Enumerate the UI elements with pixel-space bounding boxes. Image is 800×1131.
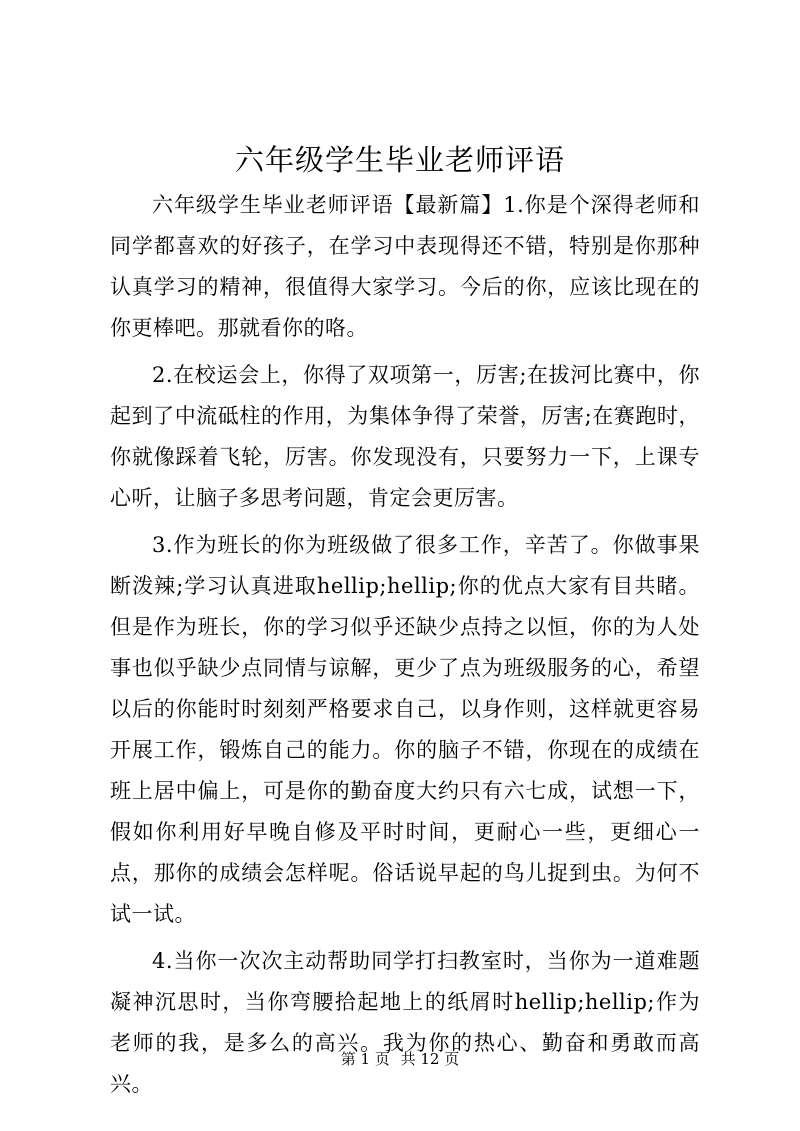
paragraph-1: 六年级学生毕业老师评语【最新篇】1.你是个深得老师和同学都喜欢的好孩子，在学习中表现得还不错，特别是你那种认真学习的精神，很值得大家学习。今后的你，应该比现在的你更棒吧。那就看你的咯。 <box>110 193 700 340</box>
document-body <box>110 185 700 1111</box>
paragraph-4: 4.当你一次次主动帮助同学打扫教室时，当你为一道难题凝神沉思时，当你弯腰拾起地上的纸屑时hellip;hellip;作为老师的我，是多么的高兴。我为你的热心、勤奋和勇敢而高兴。 <box>110 949 700 1096</box>
paragraph-3: 3.作为班长的你为班级做了很多工作，辛苦了。你做事果断泼辣;学习认真进取hellip;hellip;你的优点大家有目共睹。但是作为班长，你的学习似乎还缺少点持之以恒，你的为人处事也似乎缺少点同情与谅解，更少了点为班级服务的心，希望以后的你能时时刻刻严格要求自己，以身作则，这样就更容易开展工作，锻炼自己的能力。你的脑子不错，你现在的成绩在班上居中偏上，可是你的勤奋度大约只有六七成，试想一下，假如你利用好早晚自修及平时时间，更耐心一些，更细心一点，那你的成绩会怎样呢。俗话说早起的鸟儿捉到虫。为何不试一试。 <box>110 533 700 926</box>
document-title: 六年级学生毕业老师评语 <box>234 143 565 177</box>
page-footer <box>0 1048 800 1070</box>
page-total: 共 12 页 <box>400 1050 460 1068</box>
page-number: 第 1 页 <box>340 1050 390 1068</box>
paragraph-2: 2.在校运会上，你得了双项第一，厉害;在拔河比赛中，你起到了中流砥柱的作用，为集体争得了荣誉，厉害;在赛跑时，你就像踩着飞轮，厉害。你发现没有，只要努力一下，上课专心听，让脑子多思考问题，肯定会更厉害。 <box>110 363 700 510</box>
